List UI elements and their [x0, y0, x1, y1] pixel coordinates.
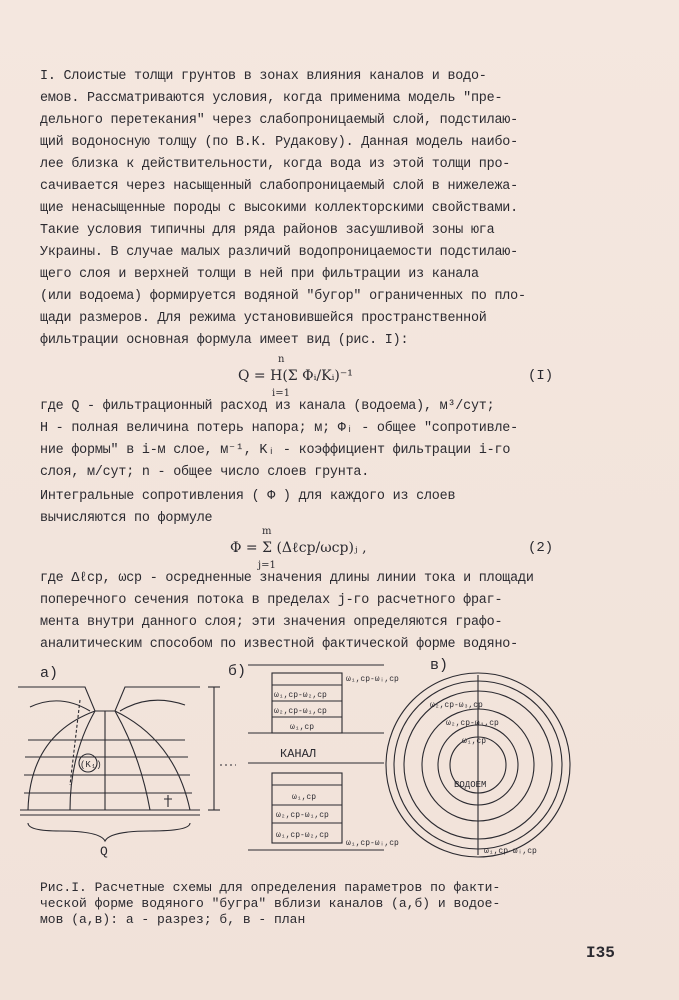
- section-a-diagram: [18, 687, 236, 859]
- text-line: лее близка к действительности, когда вода из этой толщи про-: [40, 157, 511, 172]
- b-top-cell: ω₁,cp-ω₂,cp: [274, 691, 327, 700]
- b-top-cell: ω₂,cp-ω₁,cp: [274, 707, 327, 716]
- text-line: I. Слоистые толщи грунтов в зонах влияния каналов и водо-: [40, 69, 487, 84]
- v-bottom-label: ω₁,cp-ωᵢ,cp: [484, 847, 537, 856]
- formula-1-body: Q = H(Σ Φᵢ/Kᵢ)⁻¹: [238, 368, 353, 384]
- b-bottom-side: ω₁,cp-ωᵢ,cp: [346, 839, 399, 848]
- text-line: где Δℓcp, ωcp - осредненные значения длины линии тока и площади: [40, 571, 534, 586]
- page-number: I35: [586, 944, 615, 962]
- text-line: Такие условия типичны для ряда районов засушливой зоны юга: [40, 223, 495, 238]
- plan-b-diagram: [248, 665, 399, 850]
- text-line: поперечного сечения потока в пределах j-го расчетного фраг-: [40, 593, 503, 608]
- q-label: Q: [100, 844, 108, 859]
- caption-line: ческой форме водяного "бугра" вблизи каналов (а,б) и водое-: [40, 896, 501, 911]
- figure-1: [0, 645, 679, 890]
- b-top-cell: ω₁,cp: [290, 723, 315, 732]
- formula-2-body: Φ = Σ (Δℓcp/ωcp)ⱼ ,: [230, 540, 367, 556]
- text-line: щие ненасыщенные породы с высокими коллекторскими свойствами.: [40, 201, 518, 216]
- label-b: б): [228, 663, 247, 680]
- text-line: где Q - фильтрационный расход из канала (водоема), м³/сут;: [40, 399, 495, 414]
- figure-1-drawing: [0, 645, 679, 890]
- text-line: H - полная величина потерь напора; м; Φᵢ - общее "сопротивле-: [40, 421, 518, 436]
- plan-v-diagram: [386, 673, 570, 857]
- b-bottom-cell: ω₁,cp-ω₂,cp: [276, 831, 329, 840]
- formula-1-upper-limit: n: [278, 354, 285, 365]
- text-line: вычисляются по формуле: [40, 511, 213, 526]
- text-line: ние формы" в i-м слое, м⁻¹, Kᵢ - коэффициент фильтрации i-го: [40, 443, 511, 458]
- text-line: щади размеров. Для режима установившейся пространственной: [40, 311, 487, 326]
- v-ring-label: ω₁,cp: [462, 737, 487, 746]
- text-line: емов. Рассматриваются условия, когда применима модель "пре-: [40, 91, 503, 106]
- text-line: слоя, м/сут; n - общее число слоев грунта.: [40, 465, 370, 480]
- k1-label: (K₁): [80, 760, 102, 770]
- caption-line: Рис.I. Расчетные схемы для определения параметров по факти-: [40, 880, 501, 895]
- b-top-side: ω₁,cp-ωᵢ,cp: [346, 675, 399, 684]
- text-line: фильтрации основная формула имеет вид (рис. I):: [40, 333, 409, 348]
- b-bottom-cell: ω₂,cp-ω₁,cp: [276, 811, 329, 820]
- formula-1-lower-limit: i=1: [272, 388, 290, 399]
- text-line: аналитическим способом по известной фактической форме водяно-: [40, 637, 518, 652]
- formula-2-number: (2): [528, 540, 554, 556]
- text-line: мента внутри данного слоя; эти значения определяются графо-: [40, 615, 503, 630]
- kanal-label: КАНАЛ: [280, 747, 317, 761]
- text-line: Интегральные сопротивления ( Φ ) для каждого из слоев: [40, 489, 456, 504]
- vodoem-label: ВОДОЕМ: [454, 780, 487, 790]
- caption-line: мов (а,в): а - разрез; б, в - план: [40, 912, 306, 927]
- formula-2-lower-limit: j=1: [258, 560, 276, 571]
- formula-2-upper-limit: m: [262, 526, 272, 537]
- text-line: сачивается через насыщенный слабопроницаемый слой в нижележа-: [40, 179, 518, 194]
- label-v: в): [430, 657, 449, 674]
- text-line: (или водоема) формируется водяной "бугор" ограниченных по пло-: [40, 289, 526, 304]
- formula-1-number: (I): [528, 368, 554, 384]
- label-a: а): [40, 665, 59, 682]
- text-line: Украины. В случае малых различий водопроницаемости подстилаю-: [40, 245, 518, 260]
- text-line: щего слоя и верхней толщи в ней при фильтрации из канала: [40, 267, 479, 282]
- text-line: дельного перетекания" через слабопроницаемый слой, подстилаю-: [40, 113, 518, 128]
- b-bottom-cell: ω₁,cp: [292, 793, 317, 802]
- v-ring-label: ω₂,cp-ω₃,cp: [430, 701, 483, 710]
- text-line: щий водоносную толщу (по В.К. Рудакову). Данная модель наибо-: [40, 135, 518, 150]
- v-ring-label: ω₂,cp-ω₁,cp: [446, 719, 499, 728]
